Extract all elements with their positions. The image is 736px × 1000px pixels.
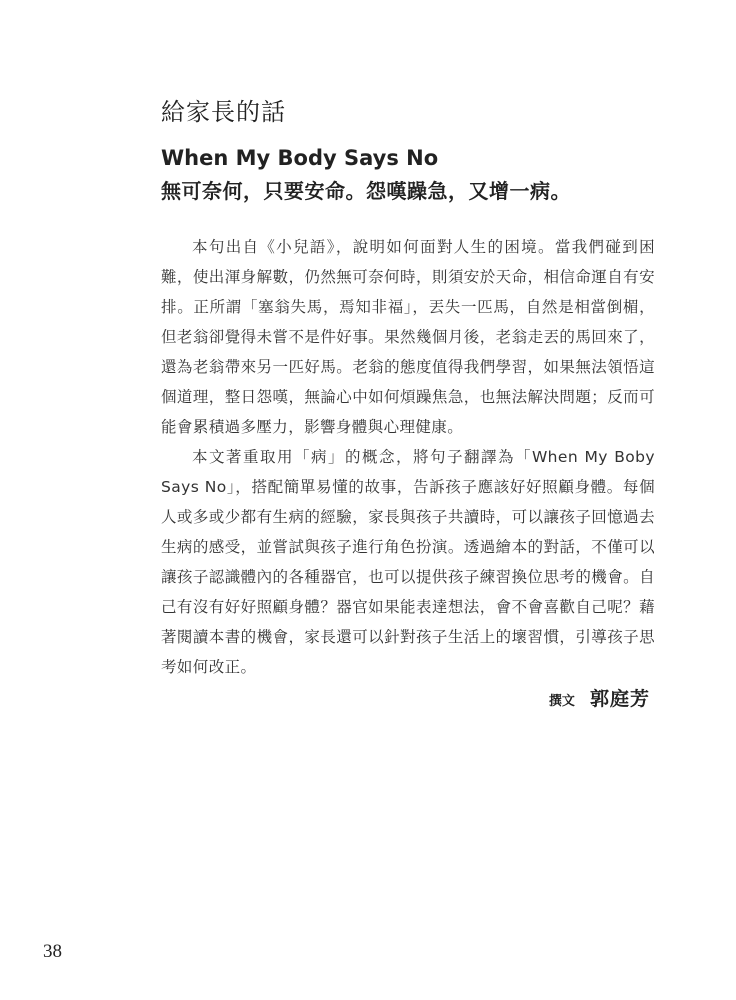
author-name: 郭庭芳 <box>589 688 650 710</box>
author-label: 撰文 <box>548 694 575 709</box>
author-credit <box>549 684 650 711</box>
section-heading: 給家長的話 <box>161 98 286 126</box>
page-number: 38 <box>43 941 62 962</box>
subtitle-chinese: 無可奈何，只要安命。怨嘆躁急，又增一病。 <box>161 179 571 203</box>
body-text <box>161 232 655 682</box>
subtitle-english: When My Body Says No <box>161 146 439 170</box>
paragraph-1: 本句出自《小兒語》，說明如何面對人生的困境。當我們碰到困難，使出渾身解數，仍然無可奈何時，則須安於天命，相信命運自有安排。正所謂「塞翁失馬，焉知非福」，丟失一匹馬，自然是相當倒楣，但老翁卻覺得未嘗不是件好事。果然幾個月後，老翁走丟的馬回來了，還為老翁帶來另一匹好馬。老翁的態度值得我們學習，如果無法領悟這個道理，整日怨嘆，無論心中如何煩躁焦急，也無法解決問題；反而可能會累積過多壓力，影響身體與心理健康。 <box>161 238 655 436</box>
paragraph-2: 本文著重取用「病」的概念，將句子翻譯為「When My Boby Says No」，搭配簡單易懂的故事，告訴孩子應該好好照顧身體。每個人或多或少都有生病的經驗，家長與孩子共讀時，可以讓孩子回憶過去生病的感受，並嘗試與孩子進行角色扮演。透過繪本的對話，不僅可以讓孩子認識體內的各種器官，也可以提供孩子練習換位思考的機會。自己有沒有好好照顧身體？器官如果能表達想法，會不會喜歡自己呢？藉著閱讀本書的機會，家長還可以針對孩子生活上的壞習慣，引導孩子思考如何改正。 <box>161 448 655 676</box>
